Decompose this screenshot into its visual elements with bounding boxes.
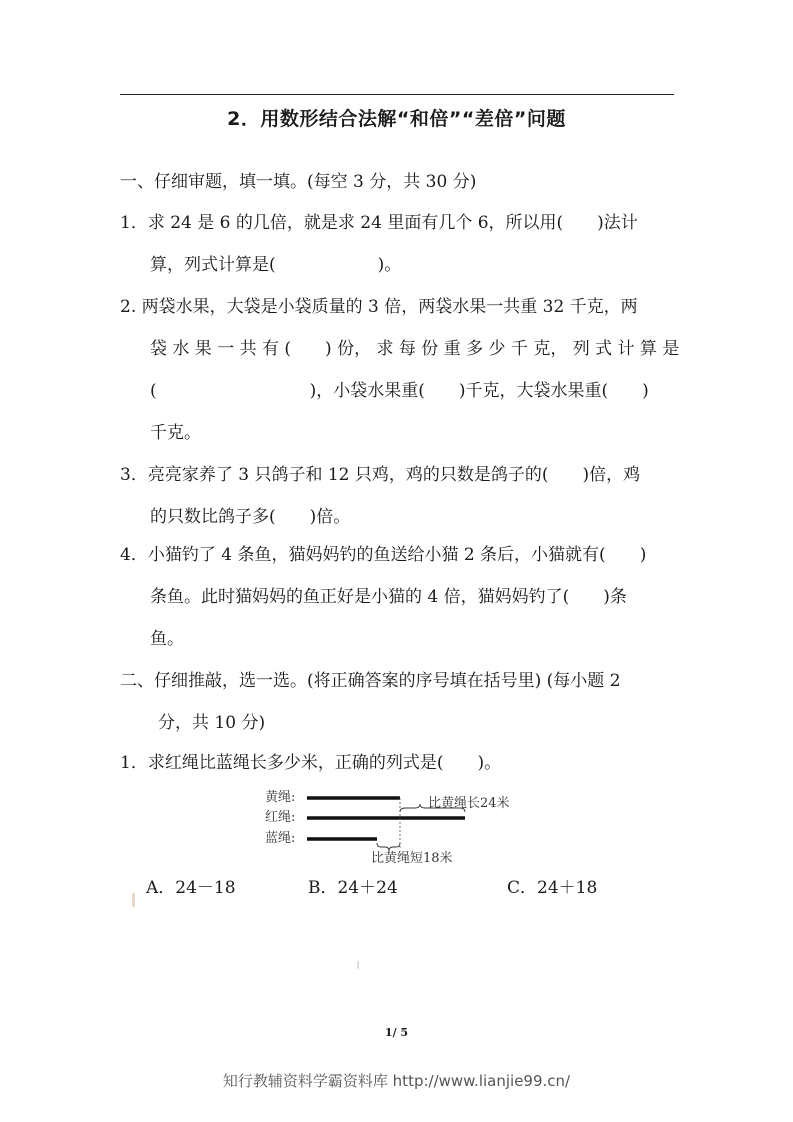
page-number: 1/ 5 [384,1026,409,1039]
q4-line1: 4．小猫钓了 4 条鱼，猫妈妈钓的鱼送给小猫 2 条后，小猫就有( ) [120,545,647,565]
q1-line2: 算，列式计算是( )。 [150,255,402,275]
q3-line1: 3．亮亮家养了 3 只鸽子和 12 只鸡，鸡的只数是鸽子的( )倍，鸡 [120,465,641,485]
q1-line1: 1．求 24 是 6 的几倍，就是求 24 里面有几个 6，所以用( )法计 [120,213,638,233]
scan-speck [132,893,135,907]
section2-heading-line2: 分，共 10 分) [158,713,266,733]
page-title: 2．用数形结合法解“和倍”“差倍”问题 [227,108,566,130]
q2-line2: 袋 水 果 一 共 有 ( ) 份， 求 每 份 重 多 少 千 克， 列 式 计 算 是 [150,339,680,359]
choice-a[interactable]: A．24－18 [146,878,236,898]
q4-line2: 条鱼。此时猫妈妈的鱼正好是小猫的 4 倍，猫妈妈钓了( )条 [150,587,627,607]
label-yellow: 黄绳: [265,790,296,805]
choice-c[interactable]: C．24＋18 [507,878,598,898]
brace-shorter [377,843,400,851]
s2-q1-stem: 1．求红绳比蓝绳长多少米，正确的列式是( )。 [120,753,502,773]
choice-b[interactable]: B．24＋24 [308,878,398,898]
note-shorter: 比黄绳短18米 [371,851,453,866]
label-blue: 蓝绳: [265,831,296,846]
scan-speck [357,961,359,969]
note-longer: 比黄绳长24米 [428,796,510,811]
label-red: 红绳: [265,810,296,825]
rope-diagram [265,786,545,866]
header-rule [120,94,674,95]
q2-line1: 2. 两袋水果，大袋是小袋质量的 3 倍，两袋水果一共重 32 千克，两 [120,297,638,317]
q2-line3: ( )，小袋水果重( )千克，大袋水果重( ) [150,381,649,401]
section1-heading: 一、仔细审题，填一填。(每空 3 分，共 30 分) [120,172,477,192]
q3-line2: 的只数比鸽子多( )倍。 [150,507,351,527]
q2-line4: 千克。 [150,423,201,443]
section2-heading-line1: 二、仔细推敲，选一选。(将正确答案的序号填在括号里) (每小题 2 [120,671,621,691]
q4-line3: 鱼。 [150,629,184,649]
footer-source: 知行教辅资料学霸资料库 http://www.lianjie99.cn/ [222,1072,571,1090]
